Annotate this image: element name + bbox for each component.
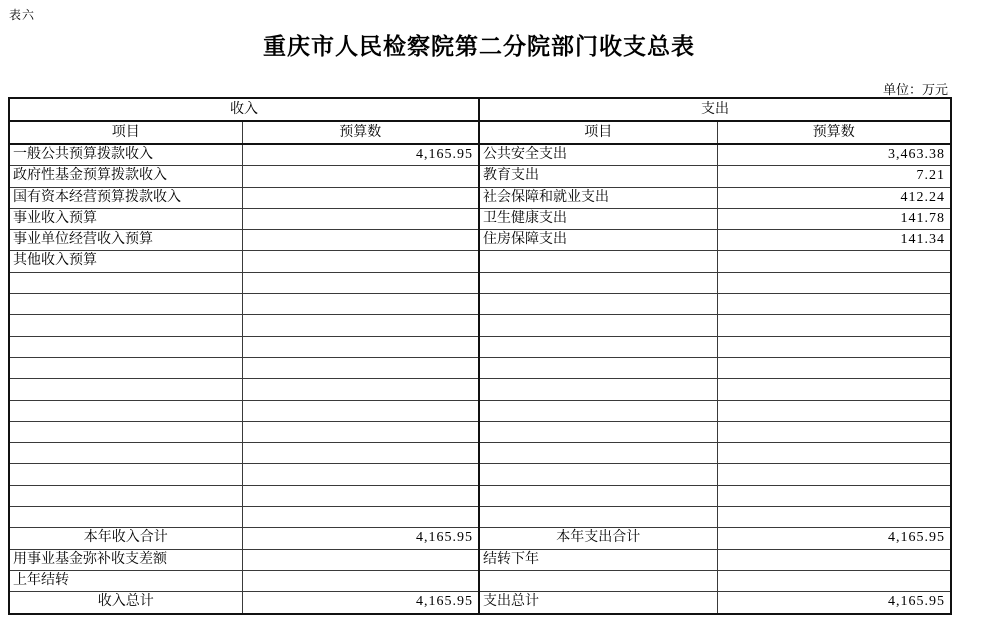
income-item-cell (9, 357, 242, 378)
expense-item-cell (479, 570, 717, 591)
expense-item-cell: 卫生健康支出 (479, 208, 717, 229)
expense-budget-cell (717, 272, 951, 293)
expense-item-cell: 教育支出 (479, 166, 717, 187)
income-budget-cell (242, 187, 479, 208)
table-row (9, 549, 951, 570)
expense-item-cell (479, 400, 717, 421)
table-row (9, 400, 951, 421)
table-header (9, 98, 951, 144)
expense-budget-cell (717, 507, 951, 528)
table-row (9, 272, 951, 293)
income-budget-cell (242, 357, 479, 378)
table-row (9, 592, 951, 614)
expense-budget-cell (717, 379, 951, 400)
table-row (9, 294, 951, 315)
expense-item-cell (479, 272, 717, 293)
expense-item-cell: 公共安全支出 (479, 144, 717, 166)
income-item-cell (9, 443, 242, 464)
expense-budget-cell (717, 251, 951, 272)
income-budget-cell (242, 485, 479, 506)
income-budget-cell (242, 379, 479, 400)
income-item-cell (9, 464, 242, 485)
expense-budget-cell (717, 400, 951, 421)
income-item-cell (9, 400, 242, 421)
income-budget-cell (242, 251, 479, 272)
expense-item-cell (479, 357, 717, 378)
expense-budget-cell (717, 549, 951, 570)
section-header-row (9, 98, 951, 121)
expense-budget-cell (717, 357, 951, 378)
expense-budget-cell: 141.34 (717, 230, 951, 251)
income-section-header: 收入 (9, 98, 479, 121)
income-budget-cell (242, 208, 479, 229)
expense-budget-column-header: 预算数 (717, 121, 951, 144)
income-budget-cell (242, 443, 479, 464)
table-row (9, 421, 951, 442)
table-number-label: 表六 (9, 8, 36, 22)
expense-item-cell: 住房保障支出 (479, 230, 717, 251)
table-row (9, 485, 951, 506)
income-budget-cell (242, 400, 479, 421)
income-item-cell: 其他收入预算 (9, 251, 242, 272)
expense-item-cell (479, 485, 717, 506)
expense-budget-cell (717, 485, 951, 506)
expense-item-cell (479, 336, 717, 357)
expense-budget-cell (717, 336, 951, 357)
expense-item-cell: 支出总计 (479, 592, 717, 614)
expense-budget-cell: 4,165.95 (717, 528, 951, 549)
expense-item-cell: 社会保障和就业支出 (479, 187, 717, 208)
expense-budget-cell: 3,463.38 (717, 144, 951, 166)
income-item-cell: 本年收入合计 (9, 528, 242, 549)
income-budget-cell (242, 294, 479, 315)
expense-item-cell: 本年支出合计 (479, 528, 717, 549)
table-row (9, 187, 951, 208)
expense-budget-cell (717, 464, 951, 485)
income-item-cell (9, 485, 242, 506)
expense-budget-cell (717, 315, 951, 336)
table-row (9, 251, 951, 272)
income-item-cell: 事业收入预算 (9, 208, 242, 229)
income-item-cell: 上年结转 (9, 570, 242, 591)
income-budget-cell (242, 230, 479, 251)
income-item-cell (9, 336, 242, 357)
expense-item-cell (479, 443, 717, 464)
column-header-row (9, 121, 951, 144)
table-row (9, 315, 951, 336)
table-row (9, 144, 951, 166)
table-row (9, 357, 951, 378)
table-row (9, 570, 951, 591)
expense-budget-cell (717, 570, 951, 591)
income-budget-cell (242, 570, 479, 591)
income-budget-cell (242, 464, 479, 485)
table-row (9, 528, 951, 549)
unit-note: 单位：万元 (882, 82, 948, 97)
income-budget-cell (242, 549, 479, 570)
income-item-cell (9, 379, 242, 400)
expense-budget-cell (717, 421, 951, 442)
income-item-cell (9, 507, 242, 528)
income-item-cell: 用事业基金弥补收支差额 (9, 549, 242, 570)
income-budget-column-header: 预算数 (242, 121, 479, 144)
expense-item-cell (479, 507, 717, 528)
income-budget-cell (242, 336, 479, 357)
income-budget-cell: 4,165.95 (242, 528, 479, 549)
budget-summary-table (8, 97, 952, 615)
expense-budget-cell: 7.21 (717, 166, 951, 187)
table-row (9, 507, 951, 528)
table-row (9, 208, 951, 229)
expense-item-cell (479, 294, 717, 315)
expense-item-cell (479, 379, 717, 400)
income-budget-cell (242, 421, 479, 442)
income-item-cell: 收入总计 (9, 592, 242, 614)
page-title: 重庆市人民检察院第二分院部门收支总表 (263, 33, 695, 59)
expense-budget-cell: 412.24 (717, 187, 951, 208)
table-row (9, 166, 951, 187)
expense-budget-cell (717, 443, 951, 464)
table-row (9, 230, 951, 251)
income-item-cell (9, 272, 242, 293)
expense-item-cell (479, 315, 717, 336)
income-budget-cell: 4,165.95 (242, 592, 479, 614)
income-budget-cell (242, 315, 479, 336)
expense-budget-cell (717, 294, 951, 315)
expense-budget-cell: 141.78 (717, 208, 951, 229)
income-item-cell (9, 421, 242, 442)
expense-item-cell (479, 464, 717, 485)
expense-item-cell (479, 421, 717, 442)
expense-item-cell: 结转下年 (479, 549, 717, 570)
expense-section-header: 支出 (479, 98, 951, 121)
income-item-cell: 一般公共预算拨款收入 (9, 144, 242, 166)
income-budget-cell (242, 507, 479, 528)
income-budget-cell (242, 272, 479, 293)
expense-item-column-header: 项目 (479, 121, 717, 144)
income-budget-cell (242, 166, 479, 187)
income-item-column-header: 项目 (9, 121, 242, 144)
income-item-cell: 国有资本经营预算拨款收入 (9, 187, 242, 208)
table-row (9, 464, 951, 485)
table-row (9, 443, 951, 464)
income-item-cell: 事业单位经营收入预算 (9, 230, 242, 251)
income-item-cell (9, 315, 242, 336)
table-row (9, 379, 951, 400)
income-budget-cell: 4,165.95 (242, 144, 479, 166)
expense-budget-cell: 4,165.95 (717, 592, 951, 614)
expense-item-cell (479, 251, 717, 272)
table-row (9, 336, 951, 357)
table-body (9, 144, 951, 614)
income-item-cell: 政府性基金预算拨款收入 (9, 166, 242, 187)
income-item-cell (9, 294, 242, 315)
